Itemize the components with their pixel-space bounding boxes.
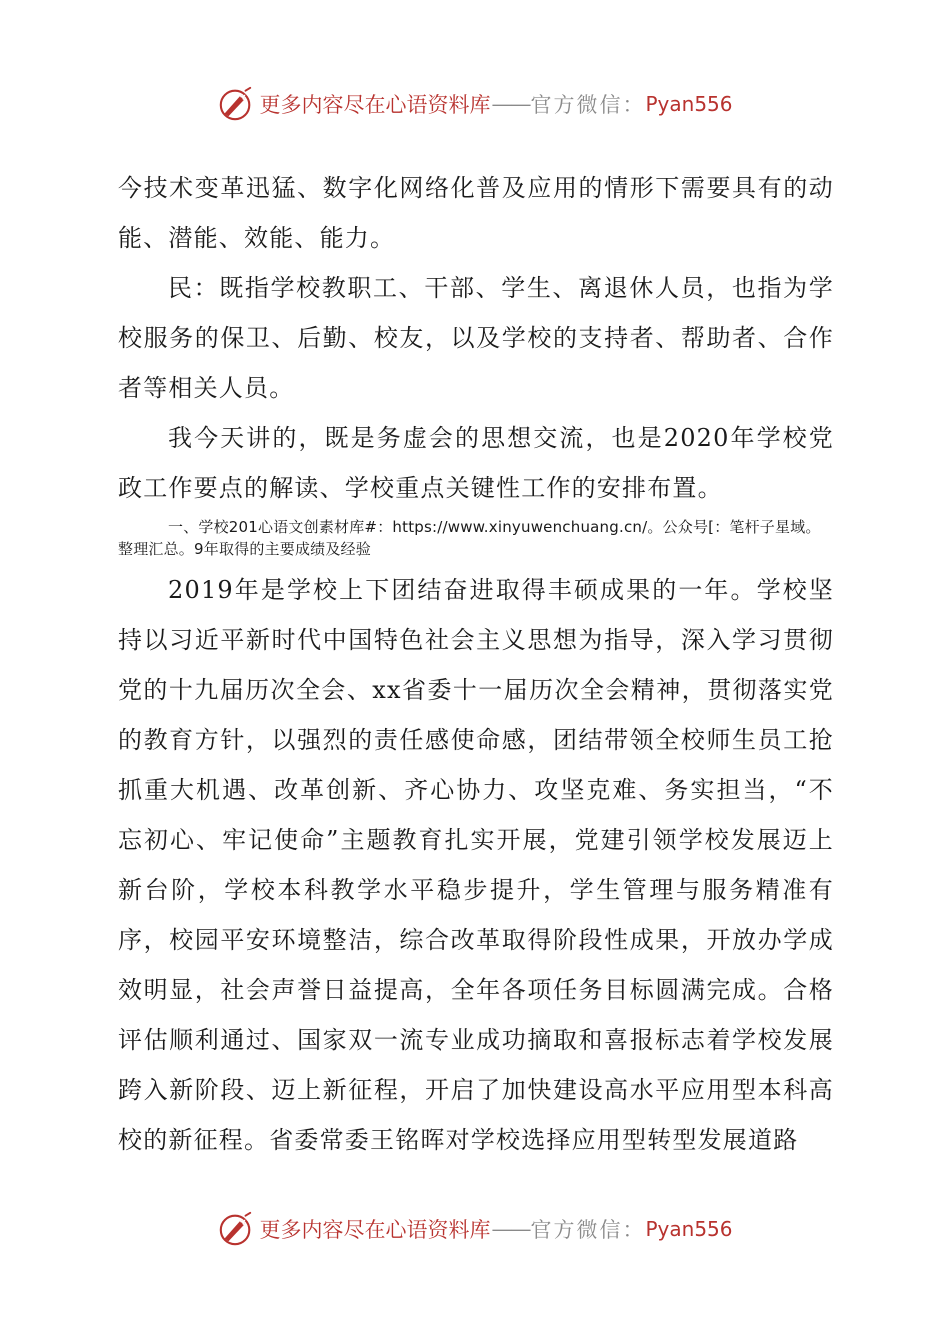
paragraph-1: 今技术变革迅猛、数字化网络化普及应用的情形下需要具有的动能、潜能、效能、能力。 [118,174,834,252]
document-body [118,163,834,1165]
pen-nib-logo-icon [217,85,255,123]
brand-dash: —— [491,92,530,116]
pen-nib-logo-icon [217,1210,255,1248]
brand-text: 更多内容尽在心语资料库 [259,1218,491,1242]
footer-watermark [0,1205,950,1253]
paragraph-2: 民：既指学校教职工、干部、学生、离退休人员，也指为学校服务的保卫、后勤、校友，以及学校的支持者、帮助者、合作者等相关人员。 [118,274,834,402]
wechat-id: Pyan556 [645,1217,733,1241]
wechat-id: Pyan556 [645,92,733,116]
official-label: 官方微信： [530,93,646,117]
paragraph-3: 我今天讲的，既是务虚会的思想交流，也是2020年学校党政工作要点的解读、学校重点关键性工作的安排布置。 [118,424,834,502]
brand-text: 更多内容尽在心语资料库 [259,93,491,117]
source-note: 一、学校201心语文创素材库#：https://www.xinyuwenchuang.cn/。公众号[：笔杆子星域。整理汇总。9年取得的主要成绩及经验 [118,518,821,558]
brand-dash: —— [491,1217,530,1241]
paragraph-4: 2019年是学校上下团结奋进取得丰硕成果的一年。学校坚持以习近平新时代中国特色社会主义思想为指导，深入学习贯彻党的十九届历次全会、xx省委十一届历次全会精神，贯彻落实党的教育方针，以强烈的责任感使命感，团结带领全校师生员工抢抓重大机遇、改革创新、齐心协力、攻坚克难、务实担当，“不忘初心、牢记使命”主题教育扎实开展，党建引领学校发展迈上新台阶，学校本科教学水平稳步提升，学生管理与服务精准有序，校园平安环境整洁，综合改革取得阶段性成果，开放办学成效明显，社会声誉日益提高，全年各项任务目标圆满完成。合格评估顺利通过、国家双一流专业成功摘取和喜报标志着学校发展跨入新阶段、迈上新征程，开启了加快建设高水平应用型本科高校的新征程。省委常委王铭晖对学校选择应用型转型发展道路 [118,576,834,1154]
official-label: 官方微信： [530,1218,646,1242]
header-watermark [0,80,950,128]
